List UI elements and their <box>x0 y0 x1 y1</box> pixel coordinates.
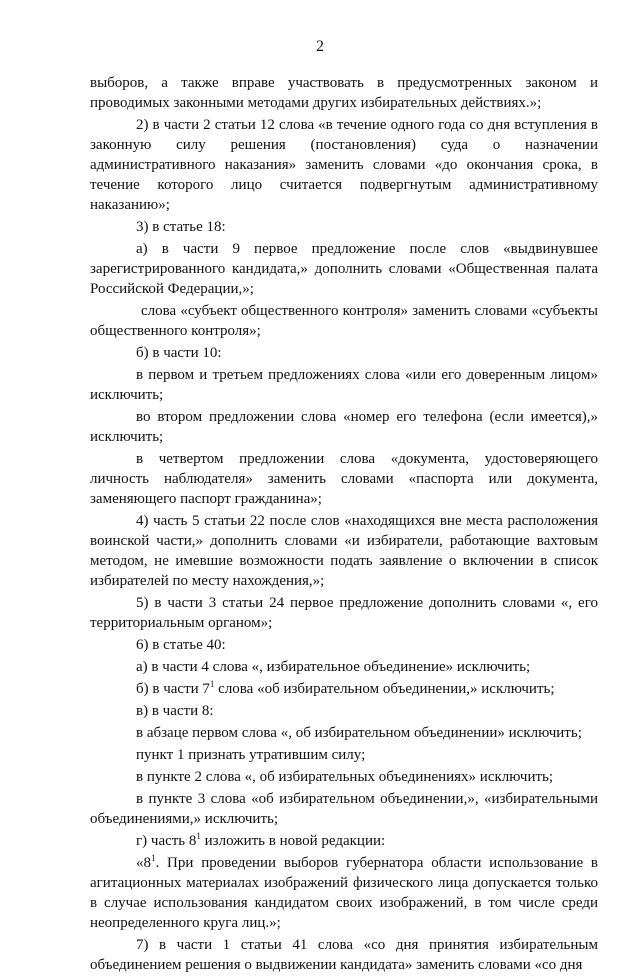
paragraph: во втором предложении слова «номер его телефона (если имеется),» исключить; <box>90 409 598 445</box>
paragraph: слова «субъект общественного контроля» заменить словами «субъекты общественного контроля»; <box>90 303 598 339</box>
paragraph: б) в части 10: <box>136 345 222 361</box>
paragraph-text: «8 <box>136 855 151 871</box>
document-body <box>90 73 598 977</box>
paragraph <box>90 853 598 933</box>
paragraph: а) в части 9 первое предложение после слов «выдвинувшее зарегистрированного кандидата,» дополнить словами «Общественная палата Российской Федерации,»; <box>90 241 598 297</box>
paragraph: а) в части 4 слова «, избирательное объединение» исключить; <box>136 659 531 675</box>
paragraph-text: слова «об избирательном объединении,» исключить; <box>214 681 555 697</box>
paragraph: 2) в части 2 статьи 12 слова «в течение одного года со дня вступления в законную силу решения (постановления) суда о назначении административного наказания» заменить словами «до окончания срока, в течение которого лицо считается подвергнутым административному наказанию»; <box>90 117 598 213</box>
paragraph-text: г) часть 8 <box>136 833 197 849</box>
paragraph <box>90 831 598 851</box>
paragraph: 4) часть 5 статьи 22 после слов «находящихся вне места расположения воинской части,» дополнить словами «и избиратели, работающие вахтовым методом, не имевшие возможности подать заявление о включении в список избирателей по месту нахождения,»; <box>90 513 598 589</box>
paragraph-text: б) в части 7 <box>136 681 210 697</box>
page-number: 2 <box>316 38 324 55</box>
paragraph: выборов, а также вправе участвовать в предусмотренных законом и проводимых законными методами других избирательных действиях.»; <box>90 75 598 111</box>
superscript: 1 <box>196 831 201 841</box>
paragraph: 7) в части 1 статьи 41 слова «со дня принятия избирательным объединением решения о выдвижении кандидата» заменить словами «со дня <box>90 937 598 973</box>
paragraph: 6) в статье 40: <box>136 637 226 653</box>
paragraph: 3) в статье 18: <box>136 219 226 235</box>
paragraph: в) в части 8: <box>136 703 214 719</box>
paragraph-text: . При проведении выборов губернатора области использование в агитационных материалах изображений физического лица допускается только в случае использования кандидатом своих изображений, в том числе среди неопределенного круга лиц.»; <box>90 855 598 931</box>
paragraph: в пункте 3 слова «об избирательном объединении,», «избирательными объединениями,» исключить; <box>90 791 598 827</box>
superscript: 1 <box>151 853 156 863</box>
paragraph-text: изложить в новой редакции: <box>200 833 386 849</box>
paragraph: 5) в части 3 статьи 24 первое предложение дополнить словами «, его территориальным органом»; <box>90 595 598 631</box>
paragraph: в четвертом предложении слова «документа, удостоверяющего личность наблюдателя» заменить словами «паспорта или документа, заменяющего паспорт гражданина»; <box>90 451 598 507</box>
paragraph <box>90 679 598 699</box>
superscript: 1 <box>209 679 215 689</box>
paragraph: пункт 1 признать утратившим силу; <box>136 747 366 763</box>
paragraph: в абзаце первом слова «, об избирательном объединении» исключить; <box>136 725 582 741</box>
paragraph: в первом и третьем предложениях слова «или его доверенным лицом» исключить; <box>90 367 598 403</box>
paragraph: в пункте 2 слова «, об избирательных объединениях» исключить; <box>136 769 554 785</box>
